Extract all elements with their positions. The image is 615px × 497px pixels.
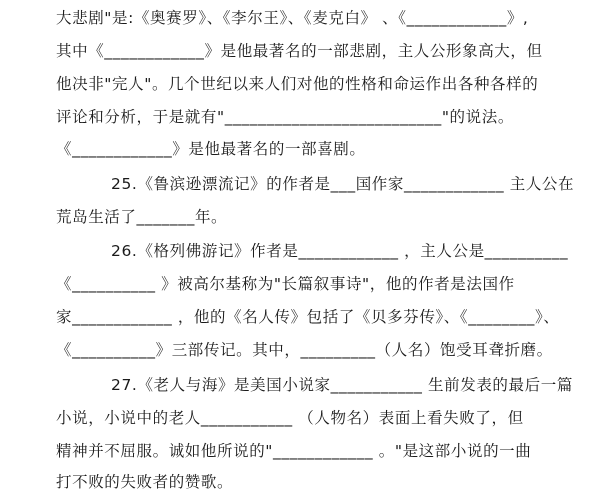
text-line: 27.《老人与海》是美国小说家___________ 生前发表的最后一篇	[111, 376, 573, 394]
text-line: 《____________》是他最著名的一部喜剧。	[56, 140, 366, 158]
text-line: 他决非"完人"。几个世纪以来人们对他的性格和命运作出各种各样的	[56, 75, 539, 93]
text-line: 大悲剧"是:《奥赛罗》、《李尔王》、《麦克白》 、《____________》,	[56, 9, 529, 27]
text-line: 《__________》三部传记。其中，_________（人名）饱受耳聋折磨。	[56, 341, 553, 359]
text-line: 打不败的失败者的赞歌。	[56, 473, 234, 491]
text-line: 荒岛生活了_______年。	[56, 208, 228, 226]
text-line: 评论和分析，于是就有"__________________________"的说法。	[56, 108, 514, 126]
text-line: 《__________ 》被高尔基称为"长篇叙事诗"，他的作者是法国作	[56, 275, 515, 293]
text-line: 家____________ ，他的《名人传》包括了《贝多芬传》、《________》、	[56, 308, 560, 326]
text-line: 小说，小说中的老人___________ （人物名）表面上看失败了，但	[56, 409, 524, 427]
text-line: 精神并不屈服。诚如他所说的"____________ 。"是这部小说的一曲	[56, 442, 532, 460]
text-line: 25.《鲁滨逊漂流记》的作者是___国作家____________ 主人公在	[111, 175, 575, 193]
text-line: 26.《格列佛游记》作者是____________ ，主人公是__________	[111, 242, 569, 260]
text-line: 其中《____________》是他最著名的一部悲剧，主人公形象高大，但	[56, 42, 543, 60]
